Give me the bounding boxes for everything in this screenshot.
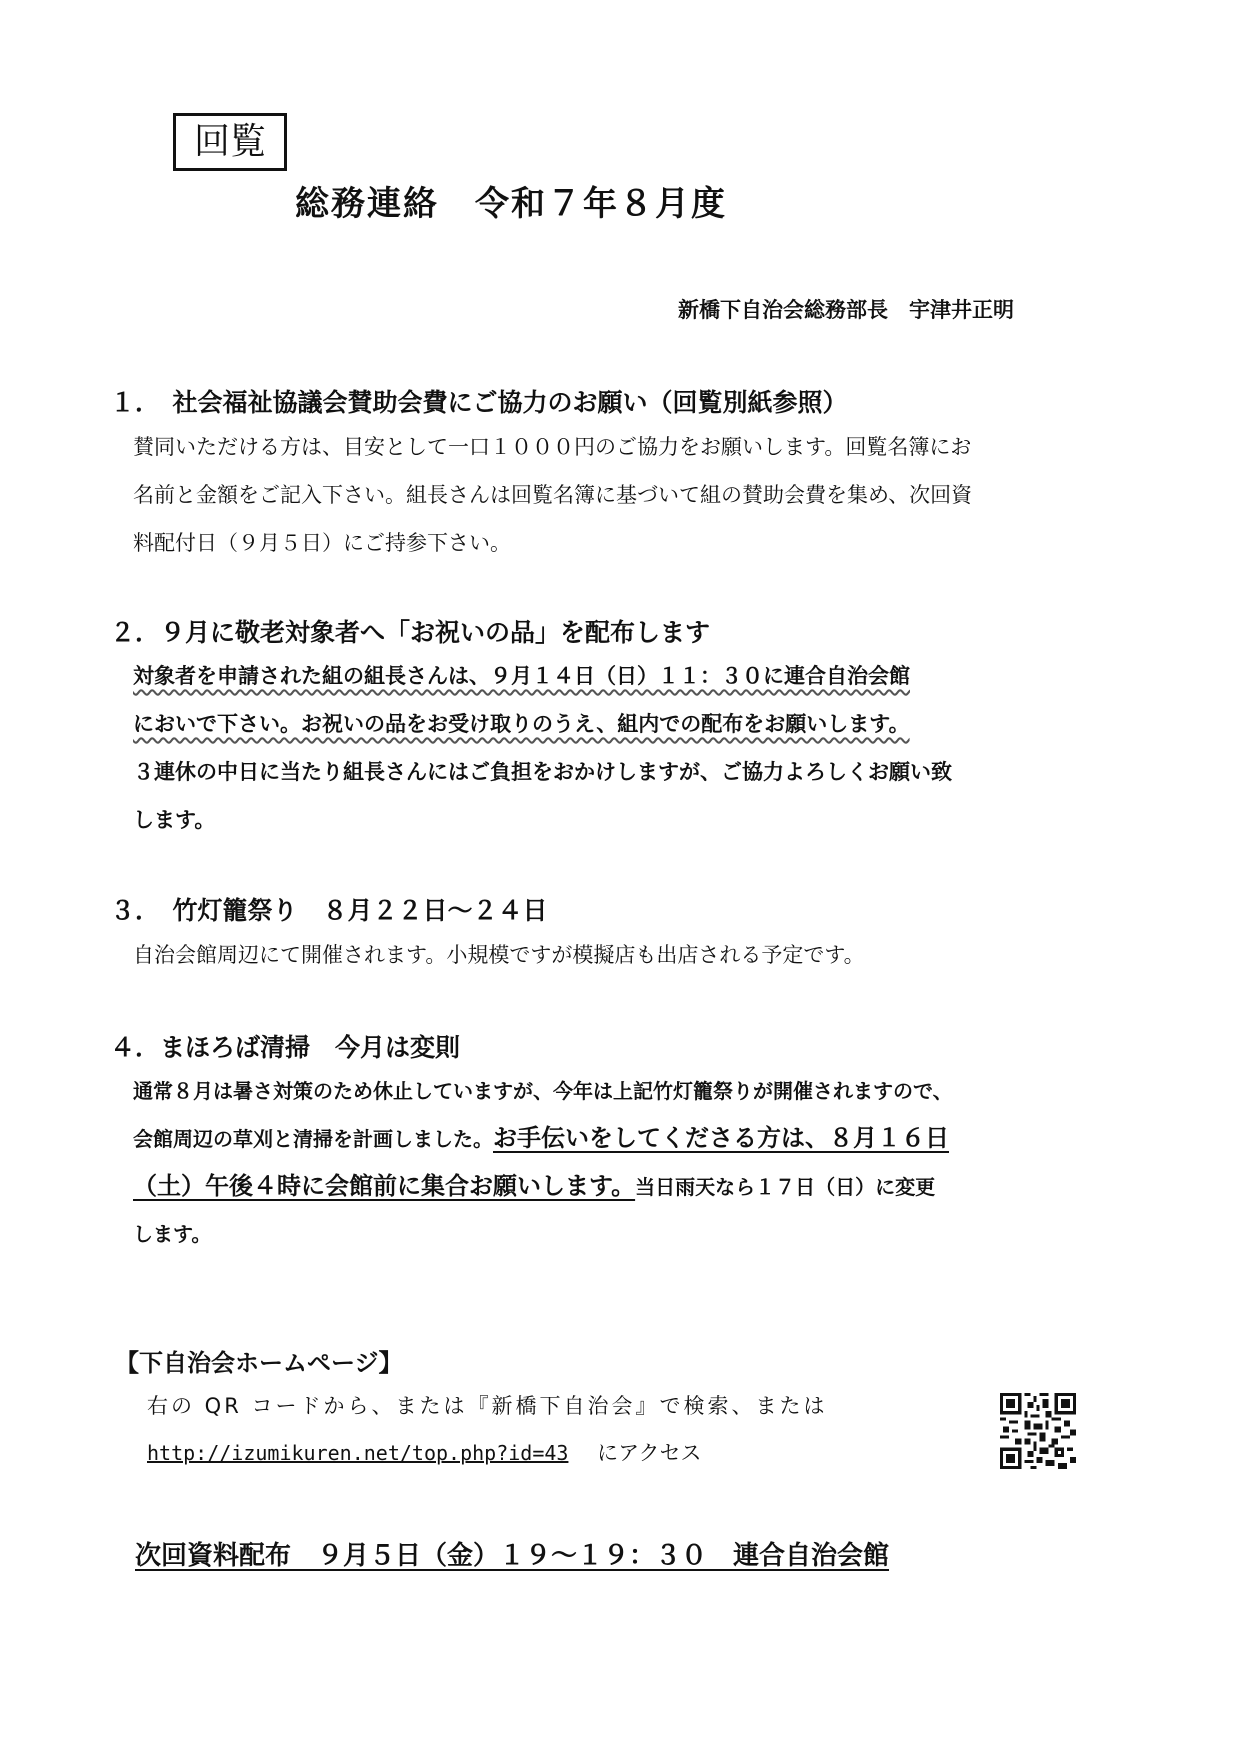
section-2-line xyxy=(133,700,1133,748)
section-1-heading: １． 社会福祉協議会賛助会費にご協力のお願い（回覧別紙参照） xyxy=(110,388,848,417)
homepage-line: 右の QR コードから、または『新橋下自治会』で検索、または xyxy=(147,1394,828,1418)
homepage-heading: 【下自治会ホームページ】 xyxy=(115,1349,403,1377)
section-4-heading: ４．まほろば清掃 今月は変則 xyxy=(110,1033,461,1062)
section-4-line: 通常８月は暑さ対策のため休止していますが、今年は上記竹灯籠祭りが開催されますので、 xyxy=(133,1079,953,1103)
section-2-line: します。 xyxy=(133,808,216,832)
page-title: 総務連絡 令和７年８月度 xyxy=(295,184,727,224)
section-4-line xyxy=(133,1115,1133,1163)
next-distribution-notice: 次回資料配布 ９月５日（金）１９～１９：３０ 連合自治会館 xyxy=(135,1541,890,1571)
section-1-line: 名前と金額をご記入下さい。組長さんは回覧名簿に基づいて組の賛助会費を集め、次回資 xyxy=(133,483,973,507)
section-2-heading: ２．９月に敬老対象者へ「お祝いの品」を配布します xyxy=(110,618,711,647)
section-1-body xyxy=(133,423,1133,567)
section-4-line xyxy=(133,1163,1133,1211)
section-3-line: 自治会館周辺にて開催されます。小規模ですが模擬店も出店される予定です。 xyxy=(133,943,865,967)
homepage-access-line xyxy=(147,1437,702,1467)
meeting-call-text: お手伝いをしてくださる方は、８月１６日 xyxy=(493,1124,949,1152)
section-2-line: ３連休の中日に当たり組長さんにはご負担をおかけしますが、ご協力よろしくお願い致 xyxy=(133,760,952,784)
section-1-line: 料配付日（９月５日）にご持参下さい。 xyxy=(133,531,511,555)
access-suffix: にアクセス xyxy=(597,1441,702,1465)
circulation-stamp: 回覧 xyxy=(173,113,287,171)
section-4-text: 会館周辺の草刈と清掃を計画しました。 xyxy=(133,1127,493,1151)
section-4-line: します。 xyxy=(133,1222,212,1246)
rain-note-text: 当日雨天なら１７日（日）に変更 xyxy=(635,1175,936,1199)
section-4-body xyxy=(133,1068,1133,1258)
highlighted-text: 対象者を申請された組の組長さんは、９月１４日（日）１１：３０に連合自治会館 xyxy=(133,664,910,688)
highlighted-text: においで下さい。お祝いの品をお受け取りのうえ、組内での配布をお願いします。 xyxy=(133,712,910,736)
homepage-url-link[interactable]: http://izumikuren.net/top.php?id=43 xyxy=(147,1441,569,1465)
section-3-heading: ３． 竹灯籠祭り ８月２２日～２４日 xyxy=(110,896,548,925)
section-1-line: 賛同いただける方は、目安として一口１０００円のご協力をお願いします。回覧名簿にお xyxy=(133,435,972,459)
section-2-line xyxy=(133,652,1133,700)
qr-code-icon[interactable] xyxy=(1000,1393,1076,1469)
section-3-body xyxy=(133,931,1133,979)
meeting-time-text: （土）午後４時に会館前に集合お願いします。 xyxy=(133,1172,636,1200)
section-2-body xyxy=(133,652,1133,844)
author-line: 新橋下自治会総務部長 宇津井正明 xyxy=(678,298,1014,322)
